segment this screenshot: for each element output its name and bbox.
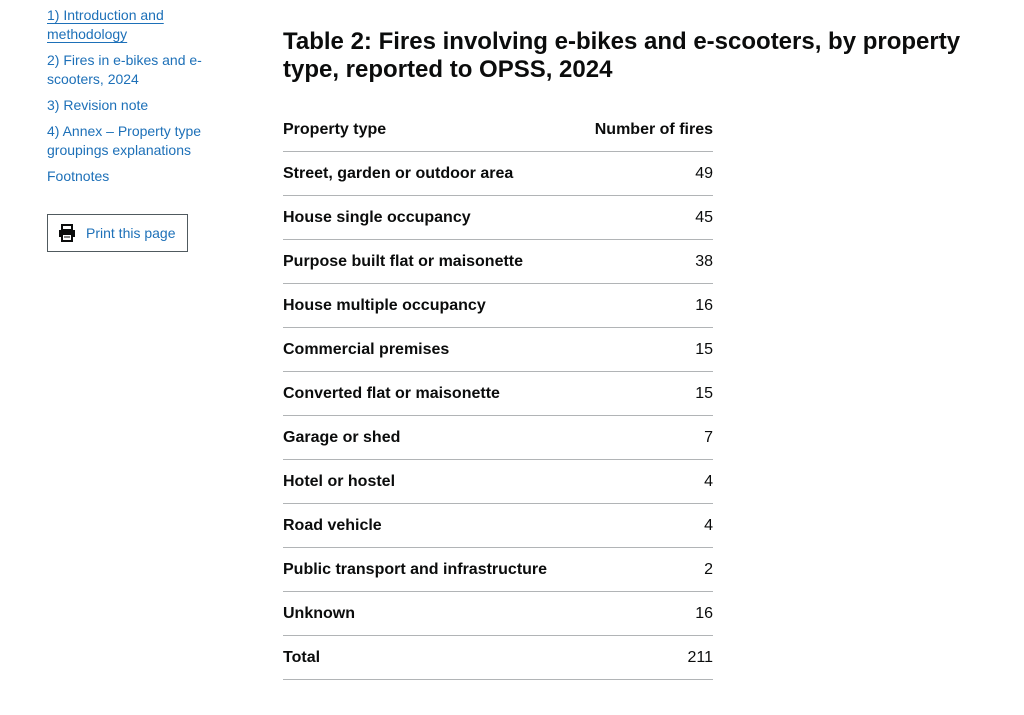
table-row (283, 240, 713, 284)
print-page-label: Print this page (86, 225, 176, 241)
property-type-cell: Total (283, 636, 580, 680)
table-row (283, 504, 713, 548)
table-row (283, 372, 713, 416)
printer-icon (58, 224, 76, 242)
table-row (283, 592, 713, 636)
table-header-row (283, 108, 713, 152)
property-type-cell: Garage or shed (283, 416, 580, 460)
header-property-type: Property type (283, 108, 580, 152)
number-of-fires-cell: 15 (580, 328, 713, 372)
nav-link-footnotes[interactable]: Footnotes (47, 168, 110, 184)
header-number-of-fires: Number of fires (580, 108, 713, 152)
property-type-cell: Road vehicle (283, 504, 580, 548)
number-of-fires-cell: 16 (580, 284, 713, 328)
number-of-fires-cell: 38 (580, 240, 713, 284)
nav-item-footnotes (47, 167, 227, 186)
nav-link-fires[interactable]: 2) Fires in e-bikes and e-scooters, 2024 (47, 52, 202, 87)
number-of-fires-cell: 4 (580, 460, 713, 504)
table-title: Table 2: Fires involving e-bikes and e-scooters, by property type, reported to OPSS, 2024 (283, 28, 961, 83)
fires-by-property-table (283, 108, 713, 680)
property-type-cell: Commercial premises (283, 328, 580, 372)
property-type-cell: Hotel or hostel (283, 460, 580, 504)
number-of-fires-cell: 211 (580, 636, 713, 680)
nav-item-fires (47, 51, 227, 89)
number-of-fires-cell: 4 (580, 504, 713, 548)
table-body (283, 152, 713, 680)
nav-item-annex (47, 122, 227, 160)
nav-link-annex[interactable]: 4) Annex – Property type groupings explanations (47, 123, 202, 158)
table-row (283, 636, 713, 680)
property-type-cell: House multiple occupancy (283, 284, 580, 328)
number-of-fires-cell: 2 (580, 548, 713, 592)
nav-item-revision-note (47, 96, 227, 115)
number-of-fires-cell: 15 (580, 372, 713, 416)
table-row (283, 284, 713, 328)
number-of-fires-cell: 49 (580, 152, 713, 196)
number-of-fires-cell: 7 (580, 416, 713, 460)
print-page-button[interactable] (47, 214, 188, 252)
property-type-cell: Purpose built flat or maisonette (283, 240, 580, 284)
number-of-fires-cell: 45 (580, 196, 713, 240)
main-content (283, 28, 983, 680)
sidebar-contents (47, 6, 227, 252)
property-type-cell: Converted flat or maisonette (283, 372, 580, 416)
number-of-fires-cell: 16 (580, 592, 713, 636)
property-type-cell: Public transport and infrastructure (283, 548, 580, 592)
nav-item-introduction (47, 6, 227, 44)
nav-link-introduction[interactable]: 1) Introduction and methodology (47, 7, 164, 42)
table-row (283, 152, 713, 196)
property-type-cell: Unknown (283, 592, 580, 636)
table-row (283, 328, 713, 372)
table-row (283, 196, 713, 240)
table-row (283, 548, 713, 592)
contents-list (47, 6, 227, 186)
property-type-cell: Street, garden or outdoor area (283, 152, 580, 196)
table-row (283, 416, 713, 460)
nav-link-revision-note[interactable]: 3) Revision note (47, 97, 149, 113)
property-type-cell: House single occupancy (283, 196, 580, 240)
table-row (283, 460, 713, 504)
